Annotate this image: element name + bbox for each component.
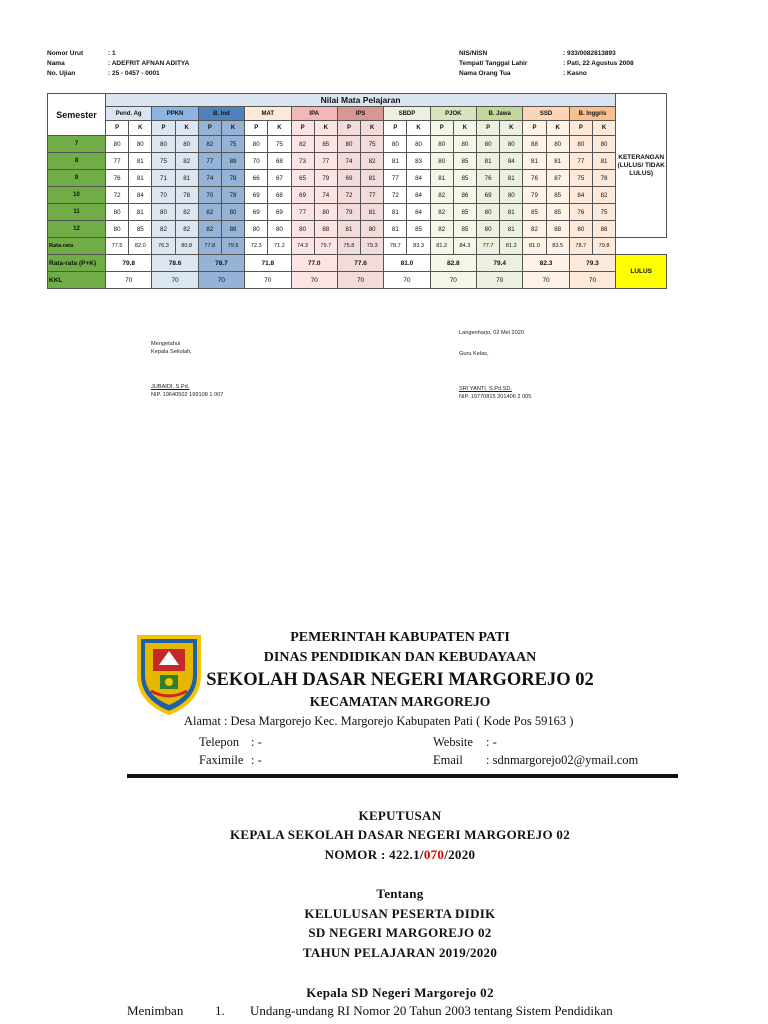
k-header: K <box>129 121 152 136</box>
decree-consideration <box>127 1003 613 1019</box>
semester-row <box>48 187 667 204</box>
subject-header: B. Inggris <box>569 107 615 121</box>
grade-cell: 80 <box>221 204 244 221</box>
student-info-left <box>47 49 189 79</box>
decree-number-suffix: /2020 <box>444 847 476 862</box>
p-header: P <box>430 121 453 136</box>
subject-header: Pend. Ag <box>106 107 152 121</box>
student-info-right <box>459 49 634 79</box>
decree-number-prefix: NOMOR : 422.1/ <box>324 847 424 862</box>
info-label: Tempat/ Tanggal Lahir <box>459 60 528 67</box>
info-row <box>459 59 634 69</box>
average-cell: 81.2 <box>500 238 523 255</box>
average-pk-row <box>48 255 667 272</box>
info-row <box>459 49 634 59</box>
kkl-cell: 70 <box>106 272 152 289</box>
grade-cell: 80 <box>152 204 175 221</box>
k-header: K <box>546 121 569 136</box>
semester-row <box>48 221 667 238</box>
grade-cell: 80 <box>106 136 129 153</box>
grade-cell: 78 <box>221 170 244 187</box>
kkl-cell: 70 <box>430 272 476 289</box>
grade-cell: 81 <box>361 170 384 187</box>
grade-cell: 74 <box>314 187 337 204</box>
grade-cell: 76 <box>523 170 546 187</box>
grade-cell: 81 <box>592 153 615 170</box>
info-label: Nama <box>47 60 65 67</box>
info-value: : 933/0082813893 <box>563 50 616 57</box>
subject-header: PJOK <box>430 107 476 121</box>
letterhead-line4: KECAMATAN MARGOREJO <box>309 694 491 709</box>
semester-label: 12 <box>48 221 106 238</box>
decree-head: Kepala SD Negeri Margorejo 02 <box>306 985 494 1000</box>
grade-cell: 82 <box>361 153 384 170</box>
grade-cell: 77 <box>106 153 129 170</box>
subject-header: B. Jawa <box>477 107 523 121</box>
p-header: P <box>337 121 360 136</box>
grade-cell: 80 <box>175 136 198 153</box>
grade-cell: 85 <box>129 221 152 238</box>
decree-tentang: Tentang <box>376 886 424 901</box>
grade-cell: 75 <box>152 153 175 170</box>
info-value: : 1 <box>108 50 116 57</box>
item-text: Undang-undang RI Nomor 20 Tahun 2003 tentang Sistem Pendidikan <box>250 1003 613 1018</box>
kkl-cell: 70 <box>477 272 523 289</box>
grade-cell: 85 <box>453 204 476 221</box>
average-cell: 81.0 <box>523 238 546 255</box>
p-header: P <box>245 121 268 136</box>
grade-cell: 78 <box>221 187 244 204</box>
grade-cell: 82 <box>175 204 198 221</box>
grade-cell: 70 <box>198 187 221 204</box>
subjects-group-header: Nilai Mata Pelajaran <box>106 94 616 107</box>
grade-cell: 77 <box>291 204 314 221</box>
grade-cell: 84 <box>407 170 430 187</box>
grade-cell: 81 <box>129 170 152 187</box>
grade-cell: 69 <box>245 187 268 204</box>
subject-header: SSD <box>523 107 569 121</box>
grade-cell: 69 <box>337 170 360 187</box>
signature-left <box>151 340 223 399</box>
grade-cell: 87 <box>546 170 569 187</box>
average-pk-cell: 79.8 <box>106 255 152 272</box>
grade-cell: 69 <box>268 204 291 221</box>
grade-cell: 70 <box>152 187 175 204</box>
grade-cell: 88 <box>221 221 244 238</box>
k-header: K <box>407 121 430 136</box>
average-cell: 79.5 <box>221 238 244 255</box>
grade-cell: 85 <box>546 187 569 204</box>
kkl-cell: 70 <box>291 272 337 289</box>
grade-cell: 88 <box>221 153 244 170</box>
grade-cell: 77 <box>384 170 407 187</box>
grade-cell: 75 <box>221 136 244 153</box>
grade-cell: 80 <box>337 136 360 153</box>
info-label: Nomor Urut <box>47 50 84 57</box>
info-row <box>47 69 189 79</box>
header-row <box>48 94 667 107</box>
grade-cell: 81 <box>477 153 500 170</box>
average-pk-cell: 82.3 <box>523 255 569 272</box>
average-cell: 79.7 <box>314 238 337 255</box>
grade-cell: 81 <box>500 170 523 187</box>
info-value: : ADEFRIT AFNAN ADITYA <box>108 60 190 67</box>
grade-cell: 81 <box>129 153 152 170</box>
info-value: : Pati, 22 Agustus 2008 <box>563 60 634 67</box>
teacher-name: SRI YANTI, S.Pd.SD. <box>459 386 512 392</box>
grade-cell: 80 <box>430 153 453 170</box>
grade-cell: 67 <box>268 170 291 187</box>
fax-row <box>199 753 262 768</box>
decree-number-red: 070 <box>423 847 445 862</box>
grade-cell: 69 <box>245 204 268 221</box>
k-header: K <box>592 121 615 136</box>
grade-cell: 82 <box>430 204 453 221</box>
fax-value: : - <box>251 753 262 767</box>
subject-header: IPA <box>291 107 337 121</box>
average-cell: 78.7 <box>384 238 407 255</box>
average-cell: 78.7 <box>569 238 592 255</box>
grade-cell: 88 <box>314 221 337 238</box>
kkl-cell: 70 <box>384 272 430 289</box>
average-cell: 83.3 <box>407 238 430 255</box>
average-cell: 76.3 <box>152 238 175 255</box>
status-badge: LULUS <box>616 255 667 289</box>
average-cell: 77.8 <box>198 238 221 255</box>
average-cell: 82.0 <box>129 238 152 255</box>
grade-cell: 68 <box>268 187 291 204</box>
grade-cell: 82 <box>198 221 221 238</box>
average-pk-cell: 71.8 <box>245 255 291 272</box>
grade-cell: 75 <box>268 136 291 153</box>
info-row <box>47 59 189 69</box>
grade-cell: 81 <box>129 204 152 221</box>
grade-cell: 83 <box>407 153 430 170</box>
info-label: No. Ujian <box>47 70 76 77</box>
principal-role: Kepala Sekolah, <box>151 349 192 355</box>
decree-subject-2: SD NEGERI MARGOREJO 02 <box>308 925 492 940</box>
kkl-cell: 70 <box>337 272 383 289</box>
grade-cell: 86 <box>453 187 476 204</box>
average-cell: 83.5 <box>546 238 569 255</box>
grade-cell: 74 <box>337 153 360 170</box>
grade-cell: 80 <box>477 221 500 238</box>
average-pk-cell: 82.8 <box>430 255 476 272</box>
semester-header: Semester <box>48 94 106 136</box>
place-date: Langenharjo, 02 Mei 2020 <box>459 330 525 336</box>
grade-cell: 80 <box>569 221 592 238</box>
grade-cell: 80 <box>106 221 129 238</box>
k-header: K <box>221 121 244 136</box>
grade-cell: 68 <box>268 153 291 170</box>
grade-cell: 88 <box>523 136 546 153</box>
website-label: Website <box>433 735 473 749</box>
info-value: : 25 - 0457 - 0001 <box>108 70 160 77</box>
info-label: NIS/NISN <box>459 50 488 57</box>
teacher-nip: NIP. 19770815 201406 2 005 <box>459 394 532 400</box>
grade-cell: 72 <box>384 187 407 204</box>
fax-label: Faximile <box>199 753 244 767</box>
kkl-cell: 70 <box>198 272 244 289</box>
average-pk-cell: 81.0 <box>384 255 430 272</box>
decree-issuer: KEPALA SEKOLAH DASAR NEGERI MARGOREJO 02 <box>229 827 571 842</box>
grade-cell: 80 <box>430 136 453 153</box>
average-cell: 81.2 <box>430 238 453 255</box>
grade-cell: 80 <box>361 221 384 238</box>
acknowledge-label: Mengetahui <box>151 341 181 347</box>
grade-cell: 82 <box>198 136 221 153</box>
item-number: 1. <box>215 1003 225 1018</box>
grade-cell: 80 <box>569 136 592 153</box>
grade-cell: 80 <box>106 204 129 221</box>
grade-cell: 81 <box>175 170 198 187</box>
p-header: P <box>523 121 546 136</box>
decree-title: KEPUTUSAN <box>358 808 442 823</box>
grade-cell: 80 <box>453 136 476 153</box>
grade-cell: 81 <box>384 221 407 238</box>
semester-row <box>48 204 667 221</box>
signature-right <box>459 350 531 401</box>
grade-cell: 85 <box>453 170 476 187</box>
grade-cell: 84 <box>129 187 152 204</box>
k-header: K <box>453 121 476 136</box>
kkl-cell: 70 <box>523 272 569 289</box>
grade-cell: 77 <box>198 153 221 170</box>
average-pk-cell: 77.6 <box>337 255 383 272</box>
average-pk-cell: 79.4 <box>477 255 523 272</box>
grade-cell: 82 <box>430 187 453 204</box>
grade-cell: 82 <box>175 153 198 170</box>
grade-cell: 84 <box>569 187 592 204</box>
kkl-cell: 70 <box>569 272 615 289</box>
average-pk-cell: 78.7 <box>198 255 244 272</box>
grade-cell: 80 <box>477 136 500 153</box>
subject-header: MAT <box>245 107 291 121</box>
grade-cell: 82 <box>592 187 615 204</box>
grade-cell: 80 <box>152 136 175 153</box>
telepon-row <box>199 735 262 750</box>
grade-cell: 85 <box>314 136 337 153</box>
grade-cell: 80 <box>384 136 407 153</box>
kkl-row <box>48 272 667 289</box>
school-name: SEKOLAH DASAR NEGERI MARGOREJO 02 <box>206 670 594 690</box>
grade-cell: 81 <box>337 221 360 238</box>
p-header: P <box>152 121 175 136</box>
grade-cell: 80 <box>500 187 523 204</box>
decree-number <box>100 847 700 863</box>
semester-row <box>48 136 667 153</box>
teacher-role: Guru Kelas, <box>459 351 489 357</box>
grade-cell: 77 <box>569 153 592 170</box>
grade-cell: 77 <box>361 187 384 204</box>
grade-cell: 81 <box>523 153 546 170</box>
grade-cell: 75 <box>569 170 592 187</box>
grade-cell: 80 <box>268 221 291 238</box>
subject-row <box>48 107 667 121</box>
principal-nip: NIP. 19640502 199108 1 007 <box>151 392 224 398</box>
subject-header: IPS <box>337 107 383 121</box>
grade-cell: 78 <box>175 187 198 204</box>
grade-cell: 85 <box>407 221 430 238</box>
pati-regency-logo <box>133 631 205 715</box>
grade-cell: 81 <box>361 204 384 221</box>
grade-cell: 81 <box>500 221 523 238</box>
grade-cell: 73 <box>291 153 314 170</box>
grade-cell: 75 <box>592 204 615 221</box>
info-label: Nama Orang Tua <box>459 70 511 77</box>
website-value: : - <box>486 735 497 749</box>
pk-row <box>48 121 667 136</box>
grade-cell: 75 <box>361 136 384 153</box>
grade-cell: 88 <box>592 221 615 238</box>
average-cell: 79.8 <box>592 238 615 255</box>
email-label: Email <box>433 753 463 767</box>
average-pk-cell: 77.0 <box>291 255 337 272</box>
p-header: P <box>569 121 592 136</box>
info-value: : Kasno <box>563 70 587 77</box>
average-cell: 75.8 <box>337 238 360 255</box>
grade-cell: 77 <box>314 153 337 170</box>
grade-cell: 81 <box>384 204 407 221</box>
grade-cell: 80 <box>407 136 430 153</box>
decree-subject-3: TAHUN PELAJARAN 2019/2020 <box>302 945 498 960</box>
average-pk-label: Rata-rata (P+K) <box>48 255 106 272</box>
semester-label: 7 <box>48 136 106 153</box>
k-header: K <box>361 121 384 136</box>
grade-cell: 84 <box>500 153 523 170</box>
k-header: K <box>500 121 523 136</box>
average-pk-cell: 79.3 <box>569 255 615 272</box>
average-cell: 77.7 <box>477 238 500 255</box>
telepon-label: Telepon <box>199 735 240 749</box>
average-cell: 72.3 <box>245 238 268 255</box>
grade-cell: 80 <box>291 221 314 238</box>
grade-cell: 74 <box>198 170 221 187</box>
email-value: : sdnmargorejo02@ymail.com <box>486 753 639 767</box>
average-label: Rata-rata <box>48 238 106 255</box>
semester-row <box>48 153 667 170</box>
grade-cell: 80 <box>546 136 569 153</box>
grade-cell: 82 <box>291 136 314 153</box>
grade-cell: 71 <box>152 170 175 187</box>
p-header: P <box>384 121 407 136</box>
average-cell: 80.8 <box>175 238 198 255</box>
grades-table <box>47 93 667 289</box>
grade-cell: 76 <box>106 170 129 187</box>
info-row <box>47 49 189 59</box>
average-cell: 71.2 <box>268 238 291 255</box>
school-address: Alamat : Desa Margorejo Kec. Margorejo Kabupaten Pati ( Kode Pos 59163 ) <box>184 714 574 728</box>
grade-cell: 82 <box>152 221 175 238</box>
principal-name: JUBAIDI, S.Pd. <box>151 384 190 390</box>
grade-cell: 70 <box>245 153 268 170</box>
grade-cell: 81 <box>500 204 523 221</box>
subject-header: PPKN <box>152 107 198 121</box>
semester-label: 10 <box>48 187 106 204</box>
semester-label: 9 <box>48 170 106 187</box>
grade-cell: 79 <box>523 187 546 204</box>
grade-cell: 88 <box>546 221 569 238</box>
menimbang-label: Menimban <box>127 1003 184 1018</box>
semester-label: 8 <box>48 153 106 170</box>
grade-cell: 76 <box>477 170 500 187</box>
decree-subject-1: KELULUSAN PESERTA DIDIK <box>304 906 496 921</box>
subject-header: B. Ind <box>198 107 244 121</box>
k-header: K <box>175 121 198 136</box>
subject-header: SBDP <box>384 107 430 121</box>
grade-cell: 78 <box>592 170 615 187</box>
average-cell: 74.3 <box>291 238 314 255</box>
average-cell: 79.3 <box>361 238 384 255</box>
grade-cell: 81 <box>430 170 453 187</box>
grade-cell: 79 <box>337 204 360 221</box>
grade-cell: 72 <box>106 187 129 204</box>
average-cell: 84.3 <box>453 238 476 255</box>
grade-cell: 80 <box>592 136 615 153</box>
semester-label: 11 <box>48 204 106 221</box>
grade-cell: 79 <box>314 170 337 187</box>
k-header: K <box>268 121 291 136</box>
info-row <box>459 69 634 79</box>
email-row <box>433 753 638 768</box>
grade-cell: 69 <box>477 187 500 204</box>
grade-cell: 82 <box>523 221 546 238</box>
average-row <box>48 238 667 255</box>
kkl-cell: 70 <box>152 272 198 289</box>
grade-cell: 69 <box>291 187 314 204</box>
grade-cell: 81 <box>384 153 407 170</box>
grade-cell: 81 <box>546 153 569 170</box>
grade-cell: 80 <box>129 136 152 153</box>
grade-cell: 85 <box>453 153 476 170</box>
grade-cell: 72 <box>337 187 360 204</box>
grade-cell: 82 <box>175 221 198 238</box>
grade-cell: 85 <box>523 204 546 221</box>
grade-cell: 85 <box>453 221 476 238</box>
grade-cell: 66 <box>245 170 268 187</box>
website-row <box>433 735 497 750</box>
p-header: P <box>477 121 500 136</box>
p-header: P <box>291 121 314 136</box>
kkl-label: KKL <box>48 272 106 289</box>
semester-row <box>48 170 667 187</box>
telepon-value: : - <box>251 735 262 749</box>
p-header: P <box>106 121 129 136</box>
grade-cell: 76 <box>569 204 592 221</box>
grade-cell: 80 <box>245 221 268 238</box>
grade-cell: 80 <box>245 136 268 153</box>
grade-cell: 85 <box>546 204 569 221</box>
average-pk-cell: 78.6 <box>152 255 198 272</box>
grade-cell: 84 <box>407 187 430 204</box>
average-cell: 77.5 <box>106 238 129 255</box>
grade-cell: 82 <box>198 204 221 221</box>
grade-cell: 65 <box>291 170 314 187</box>
grade-cell: 80 <box>477 204 500 221</box>
grade-cell: 84 <box>407 204 430 221</box>
keterangan-header: KETERANGAN (LULUS/ TIDAK LULUS) <box>616 94 667 238</box>
letterhead-divider <box>127 774 678 778</box>
grade-cell: 80 <box>314 204 337 221</box>
p-header: P <box>198 121 221 136</box>
grade-cell: 80 <box>500 136 523 153</box>
letterhead-line2: DINAS PENDIDIKAN DAN KEBUDAYAAN <box>263 650 537 665</box>
grade-cell: 82 <box>430 221 453 238</box>
kkl-cell: 70 <box>245 272 291 289</box>
letterhead-line1: PEMERINTAH KABUPATEN PATI <box>290 630 510 645</box>
k-header: K <box>314 121 337 136</box>
